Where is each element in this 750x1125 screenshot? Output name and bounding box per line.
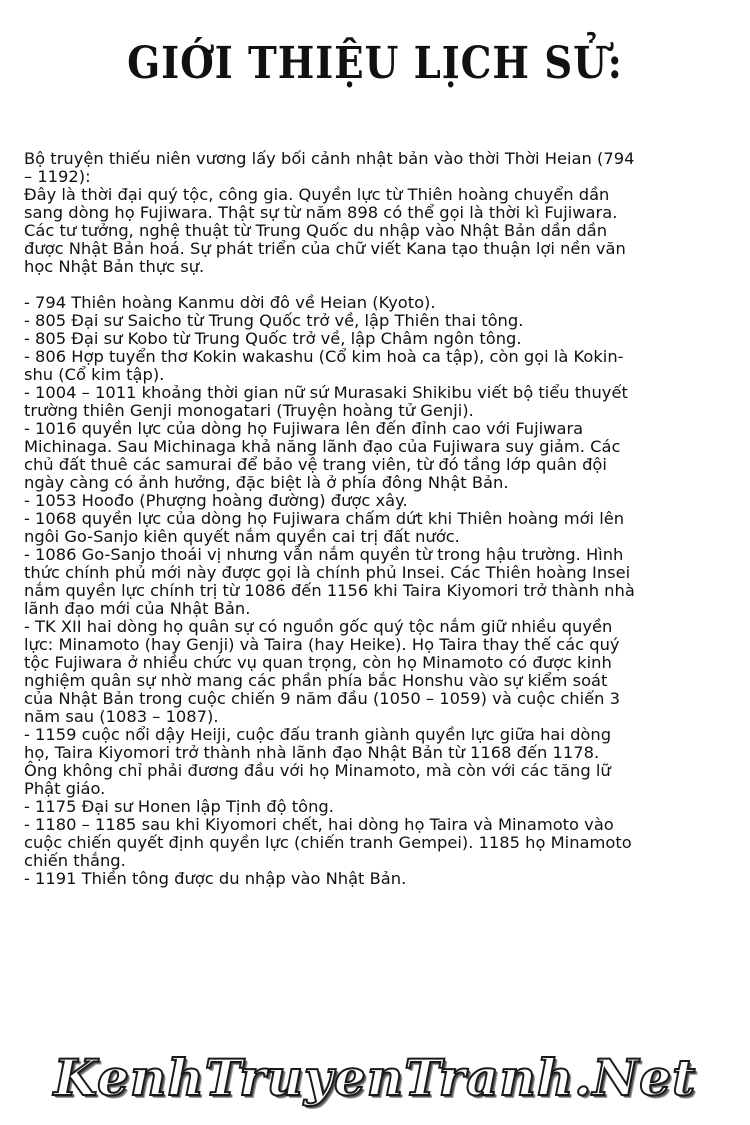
timeline-item-line: nghiệm quân sự nhờ mang các phần phía bắc Honshu vào sự kiểm soát [24, 671, 608, 690]
timeline-item [24, 312, 724, 330]
timeline-item-line: - 1159 cuộc nổi dậy Heiji, cuộc đấu tranh giành quyền lực giữa hai dòng [24, 725, 612, 744]
timeline-item-line: - 1086 Go-Sanjo thoái vị nhưng vẫn nắm quyền từ trong hậu trường. Hình [24, 545, 624, 564]
timeline-item-line: - 1191 Thiền tông được du nhập vào Nhật Bản. [24, 869, 407, 888]
paragraph-spacer [24, 276, 724, 294]
timeline-item-line: - 1004 – 1011 khoảng thời gian nữ sứ Murasaki Shikibu viết bộ tiểu thuyết [24, 383, 628, 402]
timeline-item-line: - 794 Thiên hoàng Kanmu dời đô về Heian (Kyoto). [24, 293, 436, 312]
timeline-item [24, 798, 724, 816]
timeline-item-line: Phật giáo. [24, 779, 106, 798]
intro-line: Các tư tưởng, nghệ thuật từ Trung Quốc du nhập vào Nhật Bản dần dần [24, 221, 608, 240]
timeline-item-line: - 1053 Hoođo (Phượng hoàng đường) được xây. [24, 491, 408, 510]
timeline-item-line: cuộc chiến quyết định quyền lực (chiến tranh Gempei). 1185 họ Minamoto [24, 833, 632, 852]
timeline-item-line: chủ đất thuê các samurai để bảo vệ trang viên, từ đó tầng lớp quân đội [24, 455, 607, 474]
timeline-item [24, 330, 724, 348]
timeline-item-line: tộc Fujiwara ở nhiều chức vụ quan trọng, còn họ Minamoto có được kinh [24, 653, 612, 672]
timeline-item [24, 348, 724, 384]
timeline-item-line: họ, Taira Kiyomori trở thành nhà lãnh đạo Nhật Bản từ 1168 đến 1178. [24, 743, 600, 762]
timeline-item [24, 492, 724, 510]
timeline-item-line: - 805 Đại sư Kobo từ Trung Quốc trở về, lập Châm ngôn tông. [24, 329, 522, 348]
timeline-item [24, 420, 724, 492]
timeline-item-line: Michinaga. Sau Michinaga khả năng lãnh đạo của Fujiwara suy giảm. Các [24, 437, 621, 456]
intro-line: – 1192): [24, 167, 91, 186]
timeline-item-line: năm sau (1083 – 1087). [24, 707, 219, 726]
timeline-item-line: - 806 Hợp tuyển thơ Kokin wakashu (Cổ kim hoà ca tập), còn gọi là Kokin- [24, 347, 624, 366]
timeline-item [24, 618, 724, 726]
timeline-list [24, 294, 724, 888]
timeline-item-line: ngôi Go-Sanjo kiên quyết nắm quyền cai trị đất nước. [24, 527, 460, 546]
page-title: GIỚI THIỆU LỊCH SỬ: [127, 38, 623, 89]
intro-line: học Nhật Bản thực sự. [24, 257, 205, 276]
timeline-item-line: Ông không chỉ phải đương đầu với họ Minamoto, mà còn với các tăng lữ [24, 761, 611, 780]
timeline-item-line: nắm quyền lực chính trị từ 1086 đến 1156 khi Taira Kiyomori trở thành nhà [24, 581, 635, 600]
timeline-item-line: trường thiên Genji monogatari (Truyện hoàng tử Genji). [24, 401, 474, 420]
intro-line: sang dòng họ Fujiwara. Thật sự từ năm 898 có thể gọi là thời kì Fujiwara. [24, 203, 618, 222]
timeline-item-line: - 805 Đại sư Saicho từ Trung Quốc trở về, lập Thiên thai tông. [24, 311, 524, 330]
timeline-item [24, 384, 724, 420]
timeline-item-line: shu (Cổ kim tập). [24, 365, 165, 384]
intro-line: Đây là thời đại quý tộc, công gia. Quyền lực từ Thiên hoàng chuyển dần [24, 185, 610, 204]
intro-line: được Nhật Bản hoá. Sự phát triển của chữ viết Kana tạo thuận lợi nền văn [24, 239, 626, 258]
intro-line: Bộ truyện thiếu niên vương lấy bối cảnh nhật bản vào thời Thời Heian (794 [24, 149, 635, 168]
timeline-item [24, 816, 724, 870]
intro-paragraph [24, 150, 724, 276]
timeline-item-line: - 1068 quyền lực của dòng họ Fujiwara chấm dứt khi Thiên hoàng mới lên [24, 509, 625, 528]
timeline-item [24, 726, 724, 798]
timeline-item [24, 870, 724, 888]
timeline-item-line: - TK XII hai dòng họ quân sự có nguồn gốc quý tộc nắm giữ nhiều quyền [24, 617, 613, 636]
timeline-item [24, 546, 724, 618]
timeline-item-line: thức chính phủ mới này được gọi là chính phủ Insei. Các Thiên hoàng Insei [24, 563, 631, 582]
site-watermark: KenhTruyenTranh.Net [53, 1048, 697, 1107]
timeline-item [24, 294, 724, 312]
timeline-item-line: - 1180 – 1185 sau khi Kiyomori chết, hai dòng họ Taira và Minamoto vào [24, 815, 614, 834]
timeline-item-line: chiến thắng. [24, 851, 126, 870]
timeline-item-line: - 1175 Đại sư Honen lập Tịnh độ tông. [24, 797, 334, 816]
timeline-item [24, 510, 724, 546]
timeline-item-line: - 1016 quyền lực của dòng họ Fujiwara lên đến đỉnh cao với Fujiwara [24, 419, 584, 438]
timeline-item-line: ngày càng có ảnh hưởng, đặc biệt là ở phía đông Nhật Bản. [24, 473, 509, 492]
timeline-item-line: lực: Minamoto (hay Genji) và Taira (hay Heike). Họ Taira thay thế các quý [24, 635, 620, 654]
article-body [24, 150, 724, 888]
timeline-item-line: lãnh đạo mới của Nhật Bản. [24, 599, 251, 618]
timeline-item-line: của Nhật Bản trong cuộc chiến 9 năm đầu (1050 – 1059) và cuộc chiến 3 [24, 689, 620, 708]
